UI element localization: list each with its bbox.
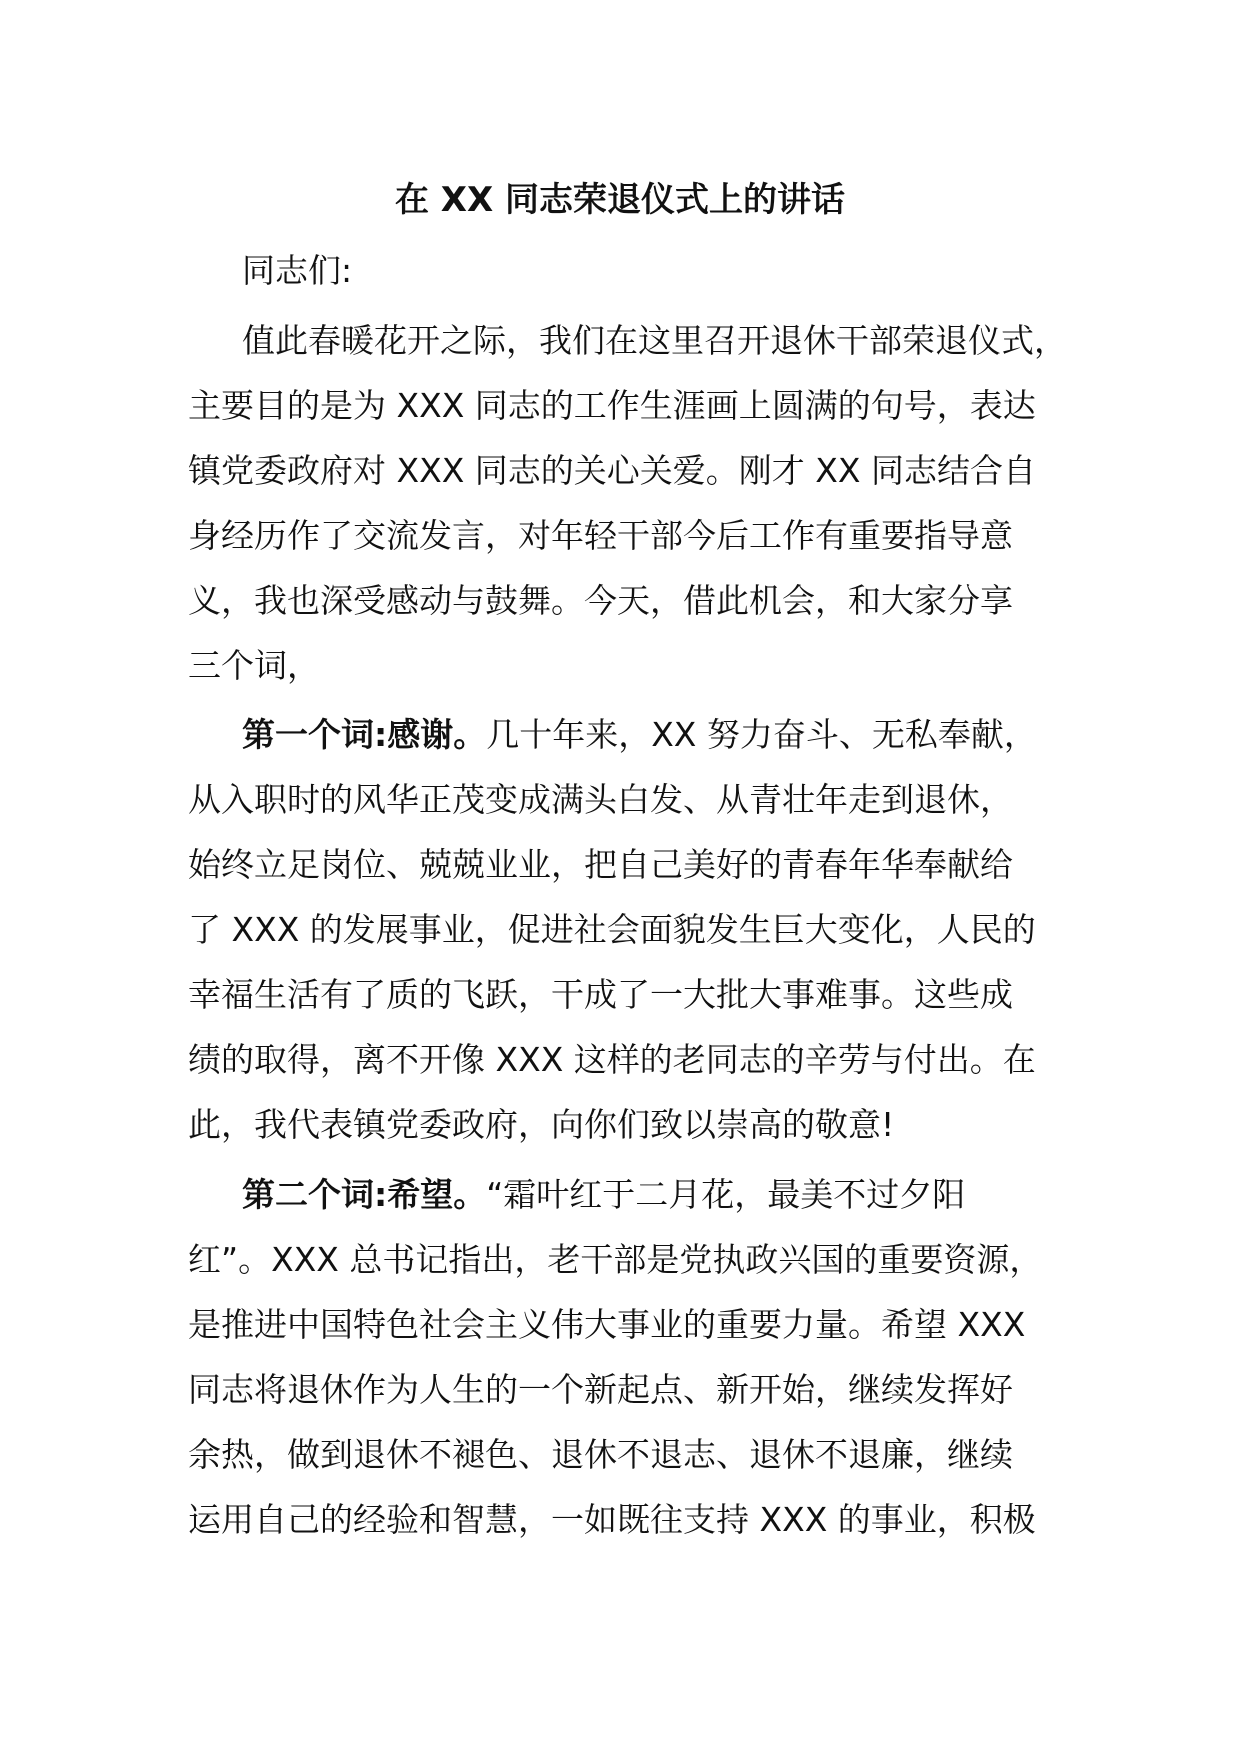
paragraph-first-line (188, 702, 1088, 767)
paragraph-line: 主要目的是为 XXX 同志的工作生涯画上圆满的句号，表达 (188, 386, 1036, 425)
paragraph-line: 是推进中国特色社会主义伟大事业的重要力量。希望 XXX (188, 1305, 1026, 1344)
greeting-line: 同志们: (242, 251, 353, 290)
paragraph-line: 镇党委政府对 XXX 同志的关心关爱。刚才 XX 同志结合自 (188, 451, 1036, 490)
paragraph-line: 从入职时的风华正茂变成满头白发、从青壮年走到退休， (188, 780, 1013, 819)
paragraph-line: 始终立足岗位、兢兢业业，把自己美好的青春年华奉献给 (188, 845, 1013, 884)
intro-paragraph (188, 308, 1088, 698)
greeting-paragraph (188, 238, 1088, 303)
paragraph-line: 运用自己的经验和智慧，一如既往支持 XXX 的事业，积极 (188, 1500, 1036, 1539)
paragraph-line: 义，我也深受感动与鼓舞。今天，借此机会，和大家分享 (188, 581, 1013, 620)
hope-paragraph (188, 1162, 1088, 1552)
paragraph-line: 绩的取得，离不开像 XXX 这样的老同志的辛劳与付出。在 (188, 1040, 1036, 1079)
paragraph-line: 红”。XXX 总书记指出，老干部是党执政兴国的重要资源， (188, 1240, 1043, 1279)
paragraph-line: 值此春暖花开之际，我们在这里召开退休干部荣退仪式， (242, 321, 1067, 360)
paragraph-line: 同志将退休作为人生的一个新起点、新开始，继续发挥好 (188, 1370, 1013, 1409)
paragraph-line: 三个词， (188, 646, 320, 685)
thanks-paragraph (188, 702, 1088, 1157)
paragraph-line: 此，我代表镇党委政府，向你们致以崇高的敬意! (188, 1105, 895, 1144)
paragraph-first-line (188, 1162, 1088, 1227)
paragraph-line: 了 XXX 的发展事业，促进社会面貌发生巨大变化，人民的 (188, 910, 1036, 949)
document-title: 在 XX 同志荣退仪式上的讲话 (394, 180, 846, 220)
section-heading: 第一个词:感谢。 (242, 715, 487, 754)
paragraph-text: 几十年来，XX 努力奋斗、无私奉献， (486, 715, 1037, 754)
paragraph-line: 幸福生活有了质的飞跃，干成了一大批大事难事。这些成 (188, 975, 1013, 1014)
paragraph-line: 余热，做到退休不褪色、退休不退志、退休不退廉，继续 (188, 1435, 1013, 1474)
paragraph-line: 身经历作了交流发言，对年轻干部今后工作有重要指导意 (188, 516, 1013, 555)
section-heading: 第二个词:希望。 (242, 1175, 487, 1214)
paragraph-text: “霜叶红于二月花，最美不过夕阳 (486, 1175, 966, 1214)
